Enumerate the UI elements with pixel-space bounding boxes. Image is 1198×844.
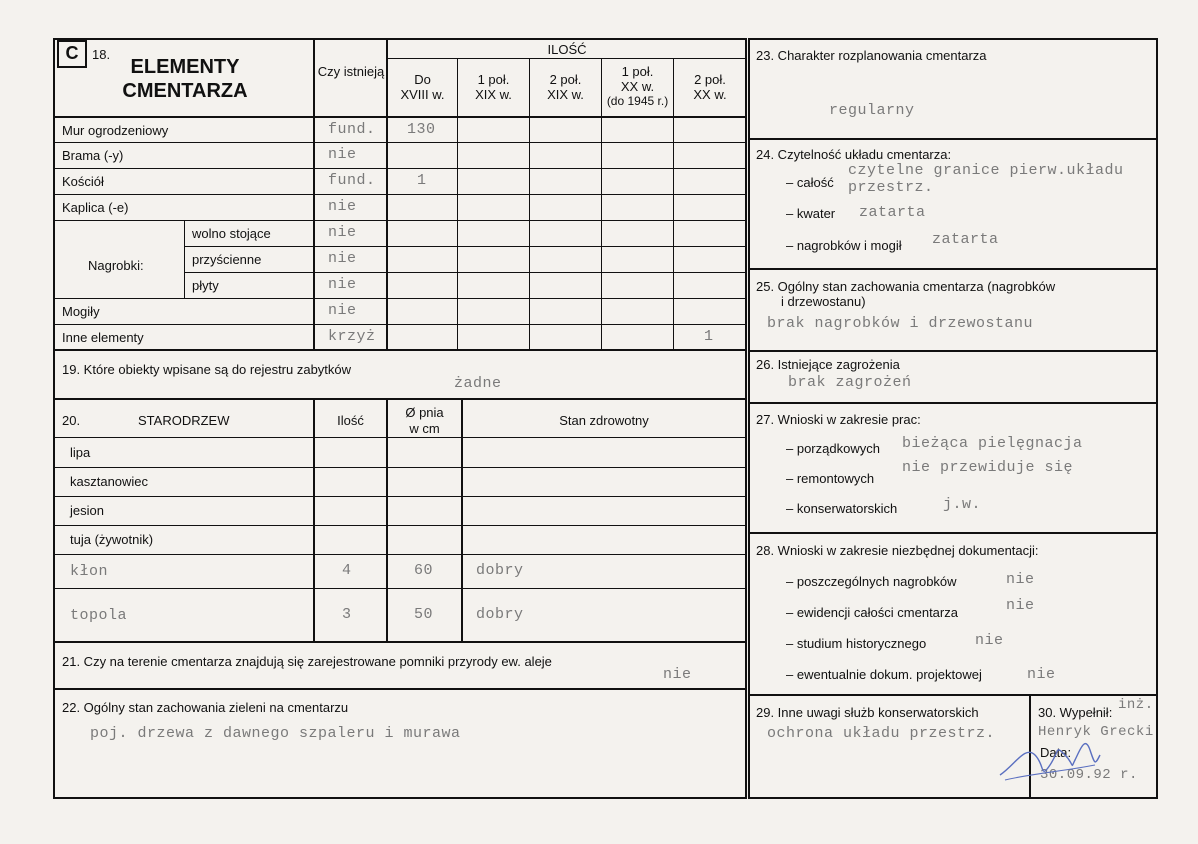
element-row-qty: 1 bbox=[417, 172, 427, 189]
q27-item-3-answer: j.w. bbox=[943, 496, 982, 513]
period-header-4-line2: XX w. bbox=[620, 79, 655, 94]
q23-label: 23. Charakter rozplanowania cmentarza bbox=[756, 48, 987, 63]
q29-answer: ochrona układu przestrz. bbox=[767, 725, 996, 742]
q29-label: 29. Inne uwagi służb konserwatorskich bbox=[756, 705, 979, 720]
element-row-label: Mur ogrodzeniowy bbox=[62, 122, 169, 138]
trees-title: STARODRZEW bbox=[138, 413, 230, 428]
period-header-2-line1: 1 poł. bbox=[477, 72, 510, 87]
q22-answer: poj. drzewa z dawnego szpaleru i murawa bbox=[90, 725, 461, 742]
q27-item-3-label: – konserwatorskich bbox=[786, 501, 898, 516]
q25-label-line2: i drzewostanu) bbox=[781, 294, 866, 309]
element-row-exists: nie bbox=[328, 250, 357, 267]
tree-row-species: lipa bbox=[70, 444, 91, 460]
element-row-qty: 130 bbox=[407, 121, 436, 138]
trees-health-header: Stan zdrowotny bbox=[559, 413, 649, 428]
element-row-qty: 1 bbox=[704, 328, 714, 345]
tree-row-diam: 50 bbox=[414, 605, 434, 623]
element-row-exists: fund. bbox=[328, 121, 376, 138]
element-row-exists: nie bbox=[328, 302, 357, 319]
element-row-label: płyty bbox=[192, 277, 219, 293]
section-number: 18. bbox=[92, 47, 111, 62]
q27-item-2-answer: nie przewiduje się bbox=[902, 459, 1074, 476]
q25-answer: brak nagrobków i drzewostanu bbox=[767, 315, 1034, 332]
period-header-5-line1: 2 poł. bbox=[694, 72, 726, 87]
q28-item-3-answer: nie bbox=[975, 632, 1004, 649]
tree-row-species: jesion bbox=[70, 502, 104, 518]
q28-item-2-label: – ewidencji całości cmentarza bbox=[786, 605, 958, 620]
tree-row-diam: 60 bbox=[414, 562, 434, 579]
section-letter-box: C bbox=[57, 40, 87, 68]
q24-whole-answer-1: czytelne granice pierw.układu bbox=[848, 162, 1124, 179]
q24-label: 24. Czytelność układu cmentarza: bbox=[756, 147, 952, 162]
period-header-1-line2: XVIII w. bbox=[400, 87, 445, 102]
period-header-3-line1: 2 poł. bbox=[549, 72, 582, 87]
q23-answer: regularny bbox=[829, 102, 915, 119]
q24-graves-label: – nagrobków i mogił bbox=[786, 238, 902, 253]
q24-quarters-label: – kwater bbox=[786, 206, 836, 221]
period-header-1-line1: Do bbox=[414, 72, 431, 87]
element-row-label: Mogiły bbox=[62, 303, 100, 319]
element-row-exists: nie bbox=[328, 224, 357, 241]
q30-name: Henryk Grecki bbox=[1038, 724, 1154, 740]
element-row-exists: fund. bbox=[328, 172, 376, 189]
tree-row-qty: 4 bbox=[342, 562, 352, 579]
q27-item-1-answer: bieżąca pielęgnacja bbox=[902, 435, 1083, 452]
element-row-label: Brama (-y) bbox=[62, 147, 124, 163]
q24-quarters-answer: zatarta bbox=[859, 204, 926, 221]
q30-label: 30. Wypełnił: bbox=[1038, 705, 1113, 720]
q27-item-2-label: – remontowych bbox=[786, 471, 875, 486]
q19-label: 19. Które obiekty wpisane są do rejestru zabytków bbox=[62, 362, 352, 377]
trees-diam-header-line1: Ø pnia bbox=[405, 405, 444, 420]
trees-qty-header: Ilość bbox=[337, 413, 364, 428]
q22-label: 22. Ogólny stan zachowania zieleni na cmentarzu bbox=[62, 700, 349, 715]
element-row-exists: nie bbox=[328, 198, 357, 215]
tree-row-species: tuja (żywotnik) bbox=[70, 531, 154, 547]
element-row-label: Kaplica (-e) bbox=[62, 199, 129, 215]
q28-label: 28. Wnioski w zakresie niezbędnej dokumentacji: bbox=[756, 543, 1039, 558]
q24-whole-answer-2: przestrz. bbox=[848, 179, 934, 196]
q28-item-1-answer: nie bbox=[1006, 571, 1035, 588]
period-header-4-line1: 1 poł. bbox=[621, 64, 654, 79]
q24-whole-label: – całość bbox=[786, 175, 834, 190]
q19-answer: żadne bbox=[454, 375, 502, 392]
q28-item-3-label: – studium historycznego bbox=[786, 636, 927, 651]
q30-date-label: Data: bbox=[1040, 745, 1072, 760]
nagrobki-group-label: Nagrobki: bbox=[88, 258, 144, 273]
section-title-line2: CMENTARZA bbox=[122, 80, 248, 102]
tree-row-species: kasztanowiec bbox=[70, 473, 149, 489]
q28-item-2-answer: nie bbox=[1006, 597, 1035, 614]
trees-diam-header-line2: w cm bbox=[409, 421, 440, 436]
q30-date: 30.09.92 r. bbox=[1040, 767, 1138, 783]
element-row-label: wolno stojące bbox=[192, 225, 271, 241]
col-qty-header: ILOŚĆ bbox=[547, 42, 587, 57]
period-header-2-line2: XIX w. bbox=[475, 87, 512, 102]
element-row-exists: nie bbox=[328, 146, 357, 163]
q28-item-4-answer: nie bbox=[1027, 666, 1056, 683]
element-row-label: przyścienne bbox=[192, 251, 262, 267]
section-title-line1: ELEMENTY bbox=[130, 56, 240, 78]
tree-row-qty: 3 bbox=[342, 605, 352, 623]
q24-graves-answer: zatarta bbox=[932, 231, 999, 248]
q26-answer: brak zagrożeń bbox=[788, 374, 912, 391]
q30-title: inż. bbox=[1118, 697, 1154, 713]
q27-label: 27. Wnioski w zakresie prac: bbox=[756, 412, 921, 427]
q27-item-1-label: – porządkowych bbox=[786, 441, 880, 456]
q28-item-4-label: – ewentualnie dokum. projektowej bbox=[786, 667, 982, 682]
period-header-3-line2: XIX w. bbox=[547, 87, 584, 102]
tree-row-health: dobry bbox=[476, 605, 524, 623]
tree-row-species: topola bbox=[70, 606, 128, 624]
tree-row-health: dobry bbox=[476, 562, 524, 579]
signature-scribble bbox=[995, 725, 1105, 785]
element-row-label: Kościół bbox=[62, 173, 104, 189]
element-row-label: Inne elementy bbox=[62, 329, 144, 345]
tree-row-species: kłon bbox=[70, 563, 109, 580]
period-header-4-line3: (do 1945 r.) bbox=[606, 94, 669, 108]
col-exists-header: Czy istnieją bbox=[317, 64, 385, 79]
period-header-5-line2: XX w. bbox=[693, 87, 727, 102]
element-row-exists: krzyż bbox=[328, 328, 376, 345]
trees-number: 20. bbox=[62, 413, 81, 428]
element-row-exists: nie bbox=[328, 276, 357, 293]
q28-item-1-label: – poszczególnych nagrobków bbox=[786, 574, 957, 589]
q26-label: 26. Istniejące zagrożenia bbox=[756, 357, 900, 372]
q25-label-line1: 25. Ogólny stan zachowania cmentarza (nagrobków bbox=[756, 279, 1056, 294]
q21-label: 21. Czy na terenie cmentarza znajdują się zarejestrowane pomniki przyrody ew. aleje bbox=[62, 654, 552, 669]
q21-answer: nie bbox=[663, 666, 692, 683]
